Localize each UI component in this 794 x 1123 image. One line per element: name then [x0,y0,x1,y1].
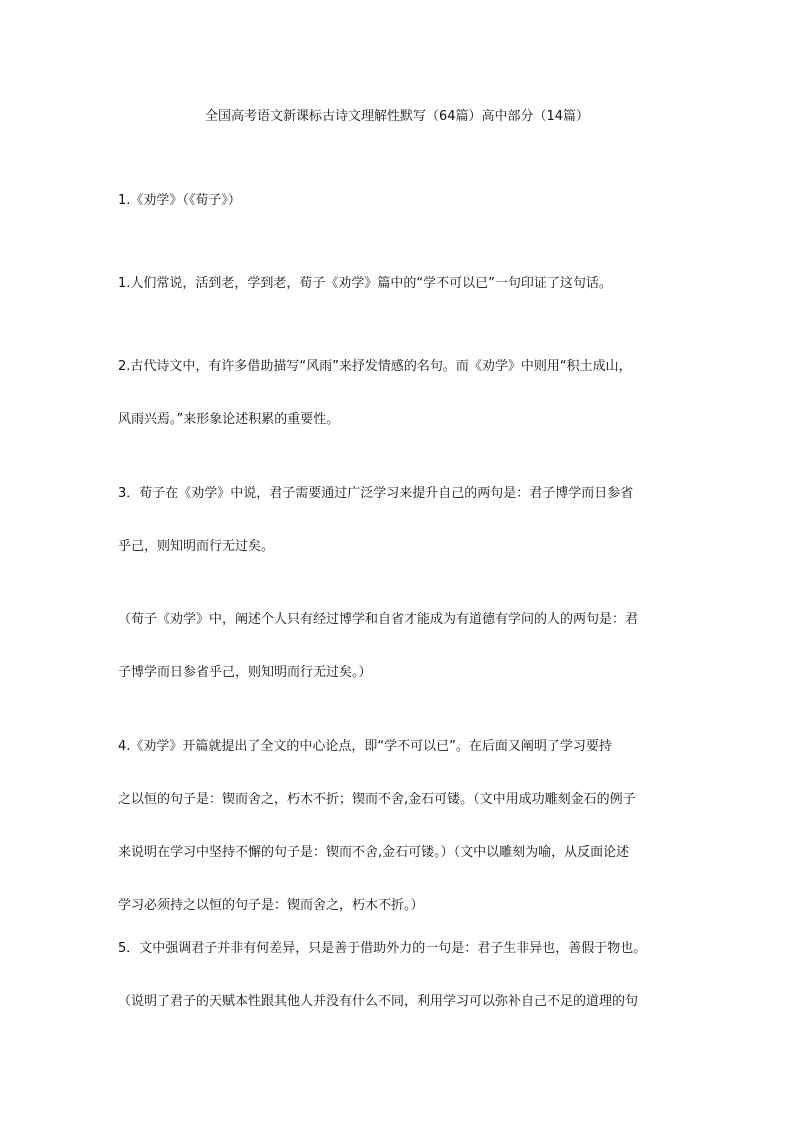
paragraph-line: 4.《劝学》开篇就提出了全文的中心论点，即“学不可以已”。在后面又阐明了学习要持 [118,739,612,754]
paragraph-line: 2.古代诗文中，有许多借助描写“风雨”来抒发情感的名句。而《劝学》中则用“积土成山， [118,359,632,374]
paragraph-line: 1.人们常说，活到老，学到老，荀子《劝学》篇中的“学不可以已”一句印证了这句话。 [118,276,612,291]
paragraph-line: 来说明在学习中坚持不懈的句子是：锲而不舍,金石可镂。）（文中以雕刻为喻，从反面论述 [118,845,630,860]
paragraph-line: 学习必须持之以恒的句子是：锲而舍之，朽木不折。） [118,898,424,913]
paragraph-note [118,611,686,682]
paragraph-line: 5．文中强调君子并非有何差异，只是善于借助外力的一句是：君子生非异也，善假于物也。 [118,941,647,956]
paragraph-line: 之以恒的句子是：锲而舍之，朽木不折；锲而不舍,金石可镂。（文中用成功雕刻金石的例子 [118,792,636,807]
paragraph-line: 3．荀子在《劝学》中说，君子需要通过广泛学习来提升自己的两句是：君子博学而日参省 [118,486,634,501]
section-heading: 1.《劝学》（《荀子》） [118,193,241,208]
document-title: 全国高考语文新课标古诗文理解性默写（64篇）高中部分（14篇） [204,109,590,124]
paragraph-3 [118,485,686,556]
paragraph-line: （说明了君子的天赋本性跟其他人并没有什么不同，利用学习可以弥补自己不足的道理的句 [118,994,639,1009]
paragraph-line: 子博学而日参省乎己，则知明而行无过矣。） [118,665,372,680]
paragraph-line: 乎己，则知明而行无过矣。 [118,539,275,554]
paragraph-4 [118,738,686,915]
paragraph-5 [118,940,686,1011]
paragraph-1 [118,275,686,293]
paragraph-line: （荀子《劝学》中，阐述个人只有经过博学和自省才能成为有道德有学问的人的两句是：君 [118,612,639,627]
paragraph-line: 风雨兴焉。”来形象论述积累的重要性。 [118,412,340,427]
paragraph-2 [118,358,686,429]
